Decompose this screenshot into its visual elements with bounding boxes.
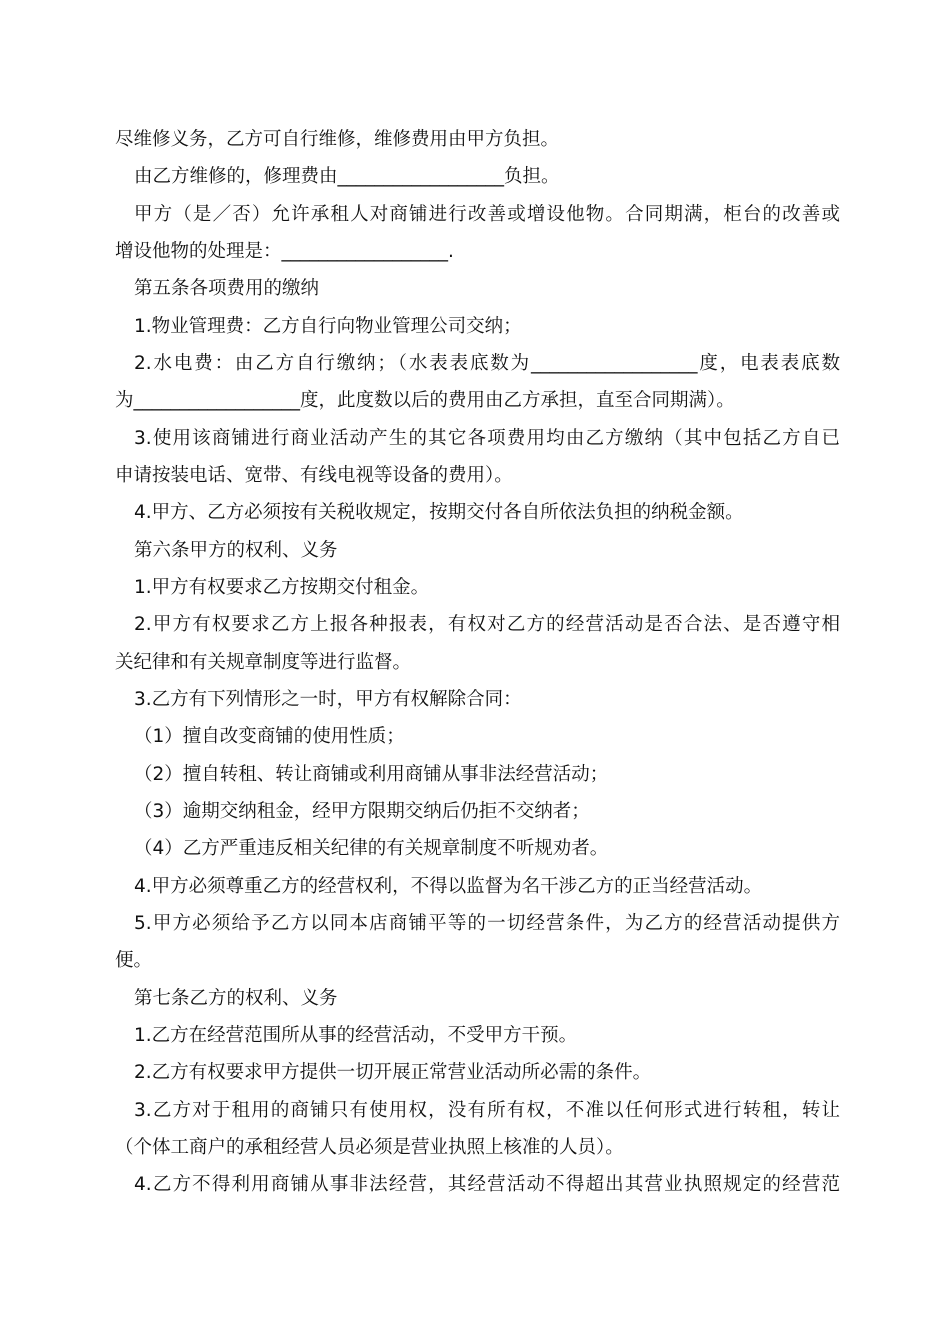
- text-line: 增设他物的处理是：__________________.: [115, 241, 454, 262]
- text-line: 便。: [115, 950, 153, 971]
- text-line: 2.甲方有权要求乙方上报各种报表，有权对乙方的经营活动是否合法、是否遵守相: [134, 614, 840, 635]
- text-line: 4.乙方不得利用商铺从事非法经营，其经营活动不得超出其营业执照规定的经营范: [134, 1174, 840, 1195]
- section-heading: 第五条各项费用的缴纳: [134, 278, 320, 299]
- list-item: （2）擅自转租、转让商铺或利用商铺从事非法经营活动；: [134, 764, 609, 785]
- text-line: 申请按装电话、宽带、有线电视等设备的费用）。: [115, 465, 513, 486]
- text-line: 关纪律和有关规章制度等进行监督。: [115, 652, 412, 673]
- text-line: 2.水电费：由乙方自行缴纳；（水表表底数为__________________度，电表表底数: [134, 353, 840, 374]
- text-line: 1.乙方在经营范围所从事的经营活动，不受甲方干预。: [134, 1025, 578, 1046]
- list-item: （3）逾期交纳租金，经甲方限期交纳后仍拒不交纳者；: [134, 801, 590, 822]
- text-line: 3.乙方有下列情形之一时，甲方有权解除合同：: [134, 689, 522, 710]
- text-line: 尽维修义务，乙方可自行维修，维修费用由甲方负担。: [115, 129, 560, 150]
- text-line: 4.甲方、乙方必须按有关税收规定，按期交付各自所依法负担的纳税金额。: [134, 502, 744, 523]
- text-line: 甲方（是／否）允许承租人对商铺进行改善或增设他物。合同期满，柜台的改善或: [134, 204, 840, 225]
- text-line: 3.乙方对于租用的商铺只有使用权，没有所有权，不准以任何形式进行转租，转让: [134, 1100, 840, 1121]
- text-line: 1.物业管理费：乙方自行向物业管理公司交纳；: [134, 316, 522, 337]
- text-line: （个体工商户的承租经营人员必须是营业执照上核准的人员）。: [115, 1137, 624, 1158]
- text-line: 为__________________度，此度数以后的费用由乙方承担，直至合同期满）。: [115, 390, 735, 411]
- section-heading: 第六条甲方的权利、义务: [134, 540, 338, 561]
- section-heading: 第七条乙方的权利、义务: [134, 988, 338, 1009]
- text-line: 5.甲方必须给予乙方以同本店商铺平等的一切经营条件，为乙方的经营活动提供方: [134, 913, 840, 934]
- list-item: （4）乙方严重违反相关纪律的有关规章制度不听规劝者。: [134, 838, 609, 859]
- text-line: 1.甲方有权要求乙方按期交付租金。: [134, 577, 430, 598]
- text-line: 4.甲方必须尊重乙方的经营权利，不得以监督为名干涉乙方的正当经营活动。: [134, 876, 763, 897]
- text-line: 3.使用该商铺进行商业活动产生的其它各项费用均由乙方缴纳（其中包括乙方自已: [134, 428, 840, 449]
- text-line: 2.乙方有权要求甲方提供一切开展正常营业活动所必需的条件。: [134, 1062, 652, 1083]
- list-item: （1）擅自改变商铺的使用性质；: [134, 726, 405, 747]
- text-line: 由乙方维修的，修理费由__________________负担。: [134, 166, 560, 187]
